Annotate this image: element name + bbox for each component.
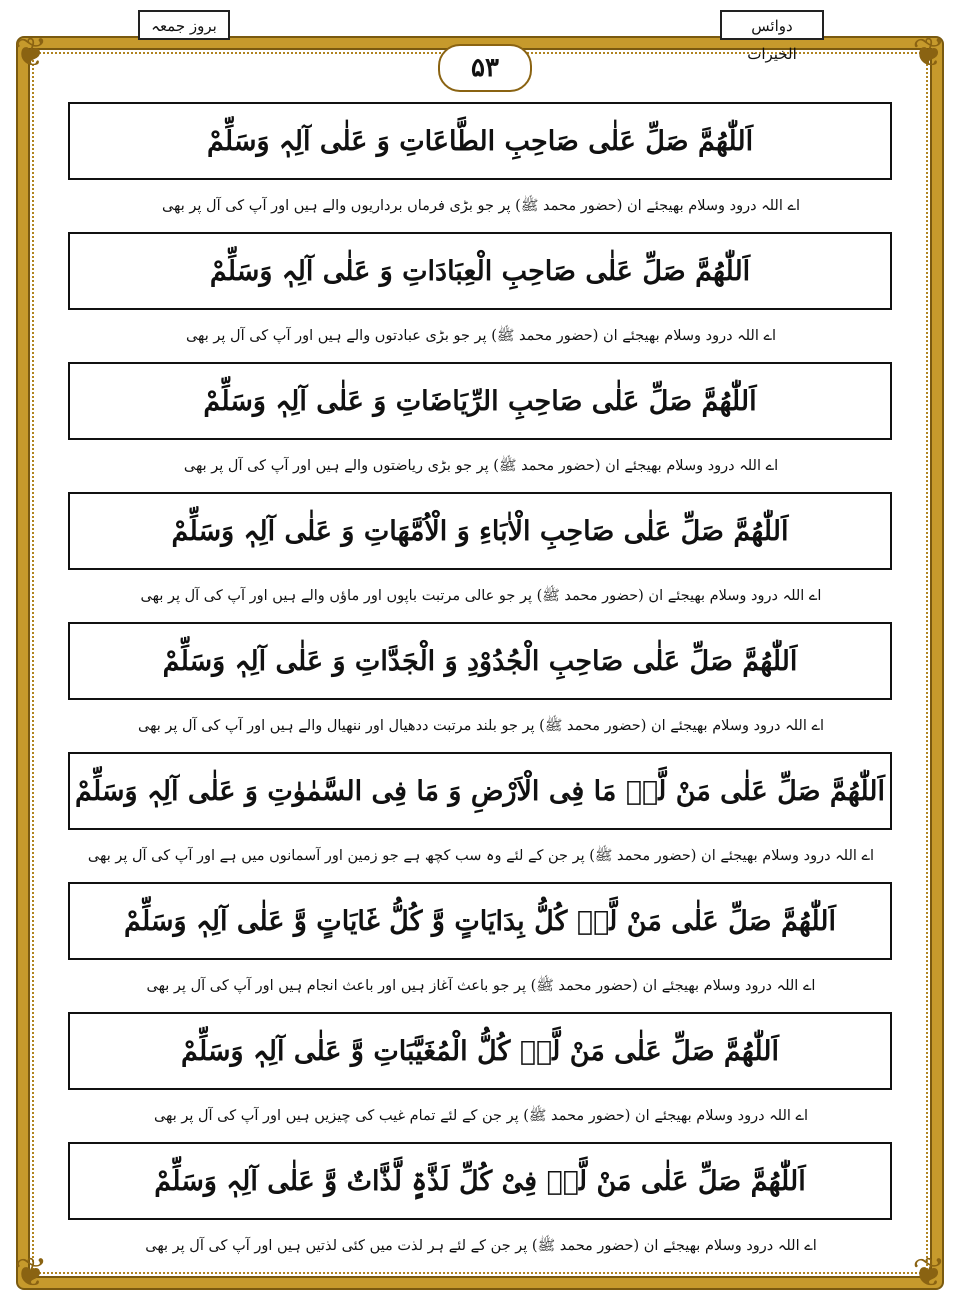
- corner-ornament-icon: ❦: [912, 1250, 946, 1296]
- durood-entry: [68, 492, 894, 622]
- page-number: ۵۳: [438, 44, 532, 92]
- book-title: دوائس الخیرات: [720, 10, 824, 40]
- arabic-salawat: اَللّٰھُمَّ صَلِّ عَلٰی صَاحِبِ الْاٰبَاءِ وَ الْاُمَّھَاتِ وَ عَلٰی آلِہٖ وَسَلِّمْ: [68, 492, 892, 570]
- durood-entry: [68, 232, 894, 362]
- arabic-salawat: اَللّٰھُمَّ صَلِّ عَلٰی مَنْ لَّہٗ مَا فِی الْاَرْضِ وَ مَا فِی السَّمٰوٰتِ وَ عَلٰی آلِہٖ وَسَلِّمْ: [68, 752, 892, 830]
- durood-entry: [68, 1142, 894, 1272]
- urdu-translation: اے اللہ درود وسلام بھیجئے ان (حضور محمد ﷺ) پر جن کے لئے تمام غیب کی چیزیں ہیں اور آپ کی آل پر بھی: [153, 1108, 809, 1124]
- arabic-salawat: اَللّٰھُمَّ صَلِّ عَلٰی مَنْ لَّہٗ فِیْ کُلِّ لَذَّۃٍ لَّذَّاتٌ وَّ عَلٰی آلِہٖ وَسَلِّمْ: [68, 1142, 892, 1220]
- arabic-salawat: اَللّٰھُمَّ صَلِّ عَلٰی مَنْ لَّہٗ کُلُّ الْمُغَیَّبَاتِ وَّ عَلٰی آلِہٖ وَسَلِّمْ: [68, 1012, 892, 1090]
- arabic-salawat: اَللّٰھُمَّ صَلِّ عَلٰی صَاحِبِ الْعِبَادَاتِ وَ عَلٰی آلِہٖ وَسَلِّمْ: [68, 232, 892, 310]
- corner-ornament-icon: ❦: [14, 1250, 48, 1296]
- urdu-translation: اے اللہ درود وسلام بھیجئے ان (حضور محمد ﷺ) پر جو بڑی عبادتوں والے ہیں اور آپ کی آل پر بھی: [185, 328, 777, 344]
- arabic-salawat: اَللّٰھُمَّ صَلِّ عَلٰی صَاحِبِ الطَّاعَاتِ وَ عَلٰی آلِہٖ وَسَلِّمْ: [68, 102, 892, 180]
- durood-entry: [68, 622, 894, 752]
- urdu-translation: اے اللہ درود وسلام بھیجئے ان (حضور محمد ﷺ) پر جو عالی مرتبت باپوں اور ماؤں والے ہیں اور آپ کی آل پر بھی: [140, 588, 822, 604]
- durood-entry: [68, 1012, 894, 1142]
- durood-list: [68, 102, 894, 1272]
- arabic-salawat: اَللّٰھُمَّ صَلِّ عَلٰی مَنْ لَّہٗ کُلُّ بِدَایَاتٍ وَّ کُلُّ غَایَاتٍ وَّ عَلٰی آلِہٖ وَسَلِّمْ: [68, 882, 892, 960]
- urdu-translation: اے اللہ درود وسلام بھیجئے ان (حضور محمد ﷺ) پر جو باعث آغاز ہیں اور باعث انجام ہیں اور آپ کی آل پر بھی: [146, 978, 816, 994]
- urdu-translation: اے اللہ درود وسلام بھیجئے ان (حضور محمد ﷺ) پر جو بڑی فرماں برداریوں والے ہیں اور آپ کی آل پر بھی: [161, 198, 801, 214]
- urdu-translation: اے اللہ درود وسلام بھیجئے ان (حضور محمد ﷺ) پر جو بڑی ریاضتوں والے ہیں اور آپ کی آل پر بھی: [183, 458, 779, 474]
- day-label: بروز جمعہ: [138, 10, 230, 40]
- durood-entry: [68, 102, 894, 232]
- arabic-salawat: اَللّٰھُمَّ صَلِّ عَلٰی صَاحِبِ الْجُدُوْدِ وَ الْجَدَّاتِ وَ عَلٰی آلِہٖ وَسَلِّمْ: [68, 622, 892, 700]
- durood-entry: [68, 362, 894, 492]
- corner-ornament-icon: ❦: [14, 30, 48, 76]
- urdu-translation: اے اللہ درود وسلام بھیجئے ان (حضور محمد ﷺ) پر جن کے لئے وہ سب کچھ ہے جو زمین اور آسمانوں میں ہے اور آپ کی آل پر بھی: [87, 848, 875, 864]
- urdu-translation: اے اللہ درود وسلام بھیجئے ان (حضور محمد ﷺ) پر جن کے لئے ہر لذت میں کئی لذتیں ہیں اور آپ کی آل پر بھی: [145, 1238, 817, 1254]
- durood-entry: [68, 752, 894, 882]
- corner-ornament-icon: ❦: [912, 30, 946, 76]
- urdu-translation: اے اللہ درود وسلام بھیجئے ان (حضور محمد ﷺ) پر جو بلند مرتبت ددھیال اور ننھیال والے ہیں اور آپ کی آل پر بھی: [138, 718, 824, 734]
- arabic-salawat: اَللّٰھُمَّ صَلِّ عَلٰی صَاحِبِ الرِّیَاضَاتِ وَ عَلٰی آلِہٖ وَسَلِّمْ: [68, 362, 892, 440]
- durood-entry: [68, 882, 894, 1012]
